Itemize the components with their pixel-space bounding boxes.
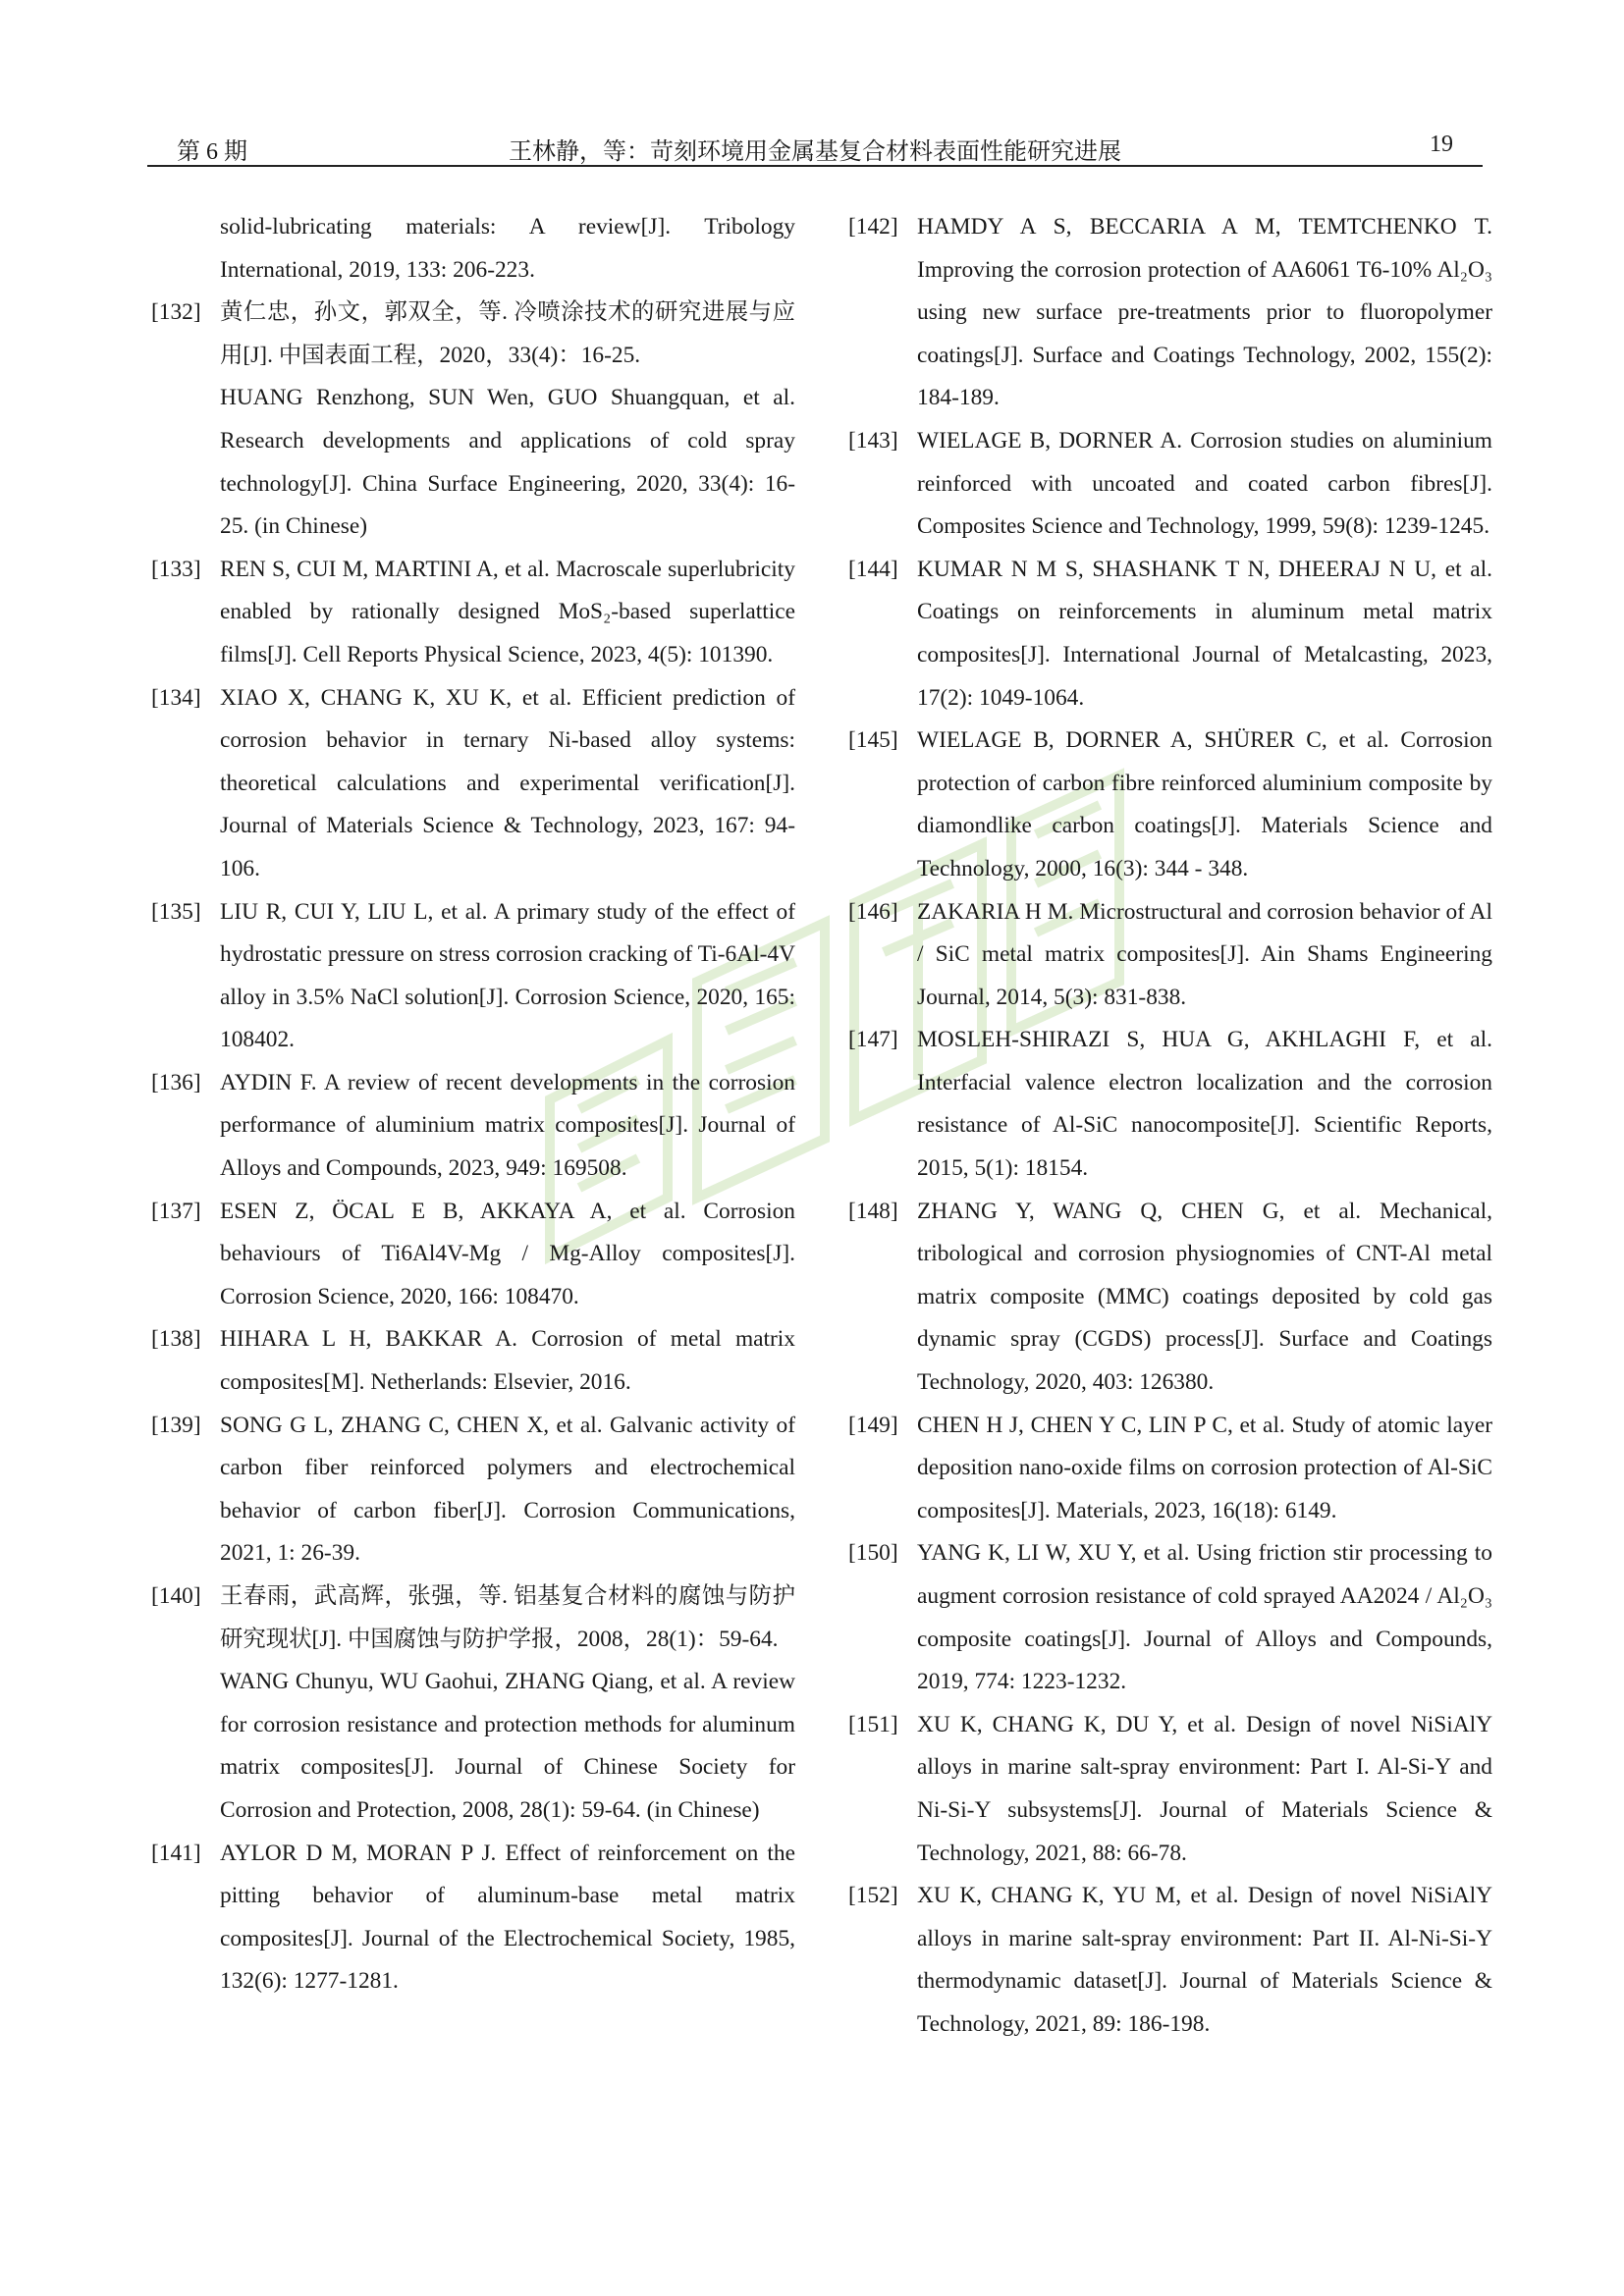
reference-text: solid-lubricating materials: A review[J]. Tribology International, 2019, 133: 206-223.: [220, 214, 795, 283]
running-header: [147, 126, 1483, 167]
reference-number: [145]: [848, 727, 898, 754]
reference-text: XIAO X, CHANG K, XU K, et al. Efficient prediction of corrosion behavior in ternary Ni-based alloy systems: theoretical calculations and experimental verification[J]. Journal of Materials Science & Technology, 2023, 167: 94-106.: [220, 684, 795, 881]
reference-body: [917, 891, 1492, 1020]
reference-entry: [848, 891, 1492, 1020]
reference-number: [142]: [848, 214, 898, 240]
reference-number: [136]: [151, 1069, 201, 1095]
reference-body: [220, 891, 795, 1062]
reference-text: SONG G L, ZHANG C, CHEN X, et al. Galvanic activity of carbon fiber reinforced polymers and electrochemical behavior of carbon fiber[J]. Corrosion Communications, 2021, 1: 26-39.: [220, 1412, 795, 1567]
reference-continuation: [151, 206, 795, 292]
reference-entry: [848, 1191, 1492, 1405]
reference-text: YANG K, LI W, XU Y, et al. Using friction stir processing to augment corrosion resistance of cold sprayed AA2024 / Al₂O₃ composite coatings[J]. Journal of Alloys and Compounds, 2019, 774: 1223-1232.: [917, 1540, 1492, 1695]
reference-entry: [151, 1833, 795, 2003]
reference-text: LIU R, CUI Y, LIU L, et al. A primary study of the effect of hydrostatic pressure on stress corrosion cracking of Ti-6Al-4V alloy in 3.5% NaCl solution[J]. Corrosion Science, 2020, 165: 108402.: [220, 898, 795, 1053]
reference-body: [917, 1875, 1492, 2046]
reference-entry: [151, 677, 795, 891]
reference-text: WANG Chunyu, WU Gaohui, ZHANG Qiang, et al. A review for corrosion resistance and protection methods for aluminum matrix composites[J]. Journal of Chinese Society for Corrosion and Protection, 2008, 28(1): 59-64. (in Chinese): [220, 1669, 795, 1823]
reference-text: HIHARA L H, BAKKAR A. Corrosion of metal matrix composites[M]. Netherlands: Elsevier, 2016.: [220, 1326, 795, 1396]
reference-text: ZAKARIA H M. Microstructural and corrosion behavior of Al / SiC metal matrix composites[J]. Ain Shams Engineering Journal, 2014, 5(3): 831-838.: [917, 898, 1492, 1010]
reference-list-right: [848, 206, 1492, 2047]
reference-entry: [848, 1405, 1492, 1533]
reference-body: [917, 206, 1492, 420]
reference-text: XU K, CHANG K, DU Y, et al. Design of novel NiSiAlY alloys in marine salt-spray environment: Part I. Al-Si-Y and Ni-Si-Y subsystems[J]. Journal of Materials Science & Technology, 2021, 88: 66-78.: [917, 1711, 1492, 1866]
reference-body: [917, 1532, 1492, 1703]
reference-list-left: [151, 292, 795, 2003]
reference-text: WIELAGE B, DORNER A. Corrosion studies on aluminium reinforced with uncoated and coated carbon fibres[J]. Composites Science and Technology, 1999, 59(8): 1239-1245.: [917, 427, 1492, 540]
reference-text: KUMAR N M S, SHASHANK T N, DHEERAJ N U, et al. Coatings on reinforcements in aluminum metal matrix composites[J]. International Journal of Metalcasting, 2023, 17(2): 1049-1064.: [917, 556, 1492, 711]
reference-text: REN S, CUI M, MARTINI A, et al. Macroscale superlubricity enabled by rationally designed MoS₂-based superlattice films[J]. Cell Reports Physical Science, 2023, 4(5): 101390.: [220, 556, 795, 667]
reference-number: [143]: [848, 427, 898, 454]
reference-number: [137]: [151, 1198, 201, 1224]
reference-entry: [151, 1318, 795, 1404]
reference-number: [151]: [848, 1711, 898, 1737]
reference-number: [152]: [848, 1883, 898, 1909]
issue-label: 第 6 期: [177, 139, 247, 165]
reference-body: [220, 1575, 795, 1833]
reference-number: [144]: [848, 556, 898, 582]
reference-body: [917, 1191, 1492, 1405]
reference-text: XU K, CHANG K, YU M, et al. Design of novel NiSiAlY alloys in marine salt-spray environment: Part II. Al-Ni-Si-Y thermodynamic dataset[J]. Journal of Materials Science & Technology, 2021, 89: 186-198.: [917, 1883, 1492, 2037]
reference-body: [917, 1405, 1492, 1533]
reference-number: [146]: [848, 898, 898, 925]
reference-body: [917, 1704, 1492, 1875]
reference-number: [147]: [848, 1027, 898, 1053]
right-column: [848, 206, 1492, 2047]
reference-number: [135]: [151, 898, 201, 925]
page-number: 19: [1430, 132, 1453, 157]
reference-entry: [848, 549, 1492, 720]
reference-body: [220, 1062, 795, 1191]
reference-body: [917, 1019, 1492, 1190]
reference-entry: [848, 1704, 1492, 1875]
reference-body: [220, 292, 795, 549]
reference-entry: [848, 420, 1492, 549]
reference-body: [220, 677, 795, 891]
reference-number: [133]: [151, 556, 201, 582]
reference-number: [141]: [151, 1840, 201, 1866]
reference-entry: [151, 1405, 795, 1575]
reference-number: [140]: [151, 1583, 201, 1609]
reference-text: AYDIN F. A review of recent developments in the corrosion performance of aluminium matrix composites[J]. Journal of Alloys and Compounds, 2023, 949: 169508.: [220, 1069, 795, 1182]
reference-number: [150]: [848, 1540, 898, 1567]
reference-body: [220, 1833, 795, 2003]
reference-entry: [151, 1191, 795, 1319]
reference-entry: [848, 720, 1492, 890]
reference-number: [149]: [848, 1412, 898, 1438]
reference-entry: [848, 206, 1492, 420]
reference-text: HUANG Renzhong, SUN Wen, GUO Shuangquan, et al. Research developments and applications of cold spray technology[J]. China Surface Engineering, 2020, 33(4): 16-25. (in Chinese): [220, 385, 795, 540]
reference-text: HAMDY A S, BECCARIA A M, TEMTCHENKO T. Improving the corrosion protection of AA6061 T6-10% Al₂O₃ using new surface pre-treatments prior to fluoropolymer coatings[J]. Surface and Coatings Technology, 2002, 155(2): 184-189.: [917, 214, 1492, 411]
reference-body: [917, 549, 1492, 720]
reference-text: ZHANG Y, WANG Q, CHEN G, et al. Mechanical, tribological and corrosion physiognomies of CNT-Al metal matrix composite (MMC) coatings deposited by cold gas dynamic spray (CGDS) process[J]. Surface and Coatings Technology, 2020, 403: 126380.: [917, 1198, 1492, 1396]
reference-number: [134]: [151, 684, 201, 711]
reference-entry: [848, 1019, 1492, 1190]
reference-body: [220, 549, 795, 677]
reference-number: [132]: [151, 299, 201, 326]
reference-entry: [151, 1575, 795, 1833]
reference-text: WIELAGE B, DORNER A, SHÜRER C, et al. Corrosion protection of carbon fibre reinforced aluminium composite by diamondlike carbon coatings[J]. Materials Science and Technology, 2000, 16(3): 344 - 348.: [917, 727, 1492, 881]
reference-text: CHEN H J, CHEN Y C, LIN P C, et al. Study of atomic layer deposition nano-oxide films on corrosion protection of Al-SiC composites[J]. Materials, 2023, 16(18): 6149.: [917, 1412, 1492, 1523]
reference-text: MOSLEH-SHIRAZI S, HUA G, AKHLAGHI F, et al. Interfacial valence electron localization and the corrosion resistance of Al-SiC nanocomposite[J]. Scientific Reports, 2015, 5(1): 18154.: [917, 1027, 1492, 1182]
running-title: 王林静，等：苛刻环境用金属基复合材料表面性能研究进展: [509, 139, 1121, 165]
reference-number: [148]: [848, 1198, 898, 1224]
reference-entry: [151, 891, 795, 1062]
reference-body: [917, 420, 1492, 549]
reference-entry: [848, 1532, 1492, 1703]
reference-number: [138]: [151, 1326, 201, 1353]
reference-body: [220, 1318, 795, 1404]
reference-body: [220, 1405, 795, 1575]
reference-text: 黄仁忠，孙文，郭双全，等. 冷喷涂技术的研究进展与应用[J]. 中国表面工程，2020，33(4)：16-25.: [220, 299, 795, 368]
reference-text: 王春雨，武高辉，张强，等. 铝基复合材料的腐蚀与防护研究现状[J]. 中国腐蚀与防护学报，2008，28(1)：59-64.: [220, 1583, 795, 1652]
left-column: [151, 206, 795, 2003]
reference-body: [220, 1191, 795, 1319]
reference-number: [139]: [151, 1412, 201, 1438]
reference-body: [917, 720, 1492, 890]
reference-text: AYLOR D M, MORAN P J. Effect of reinforcement on the pitting behavior of aluminum-base metal matrix composites[J]. Journal of the Electrochemical Society, 1985, 132(6): 1277-1281.: [220, 1840, 795, 1995]
reference-entry: [848, 1875, 1492, 2046]
reference-text: ESEN Z, ÖCAL E B, AKKAYA A, et al. Corrosion behaviours of Ti6Al4V-Mg / Mg-Alloy composites[J]. Corrosion Science, 2020, 166: 108470.: [220, 1198, 795, 1309]
reference-entry: [151, 1062, 795, 1191]
reference-entry: [151, 292, 795, 549]
reference-entry: [151, 549, 795, 677]
